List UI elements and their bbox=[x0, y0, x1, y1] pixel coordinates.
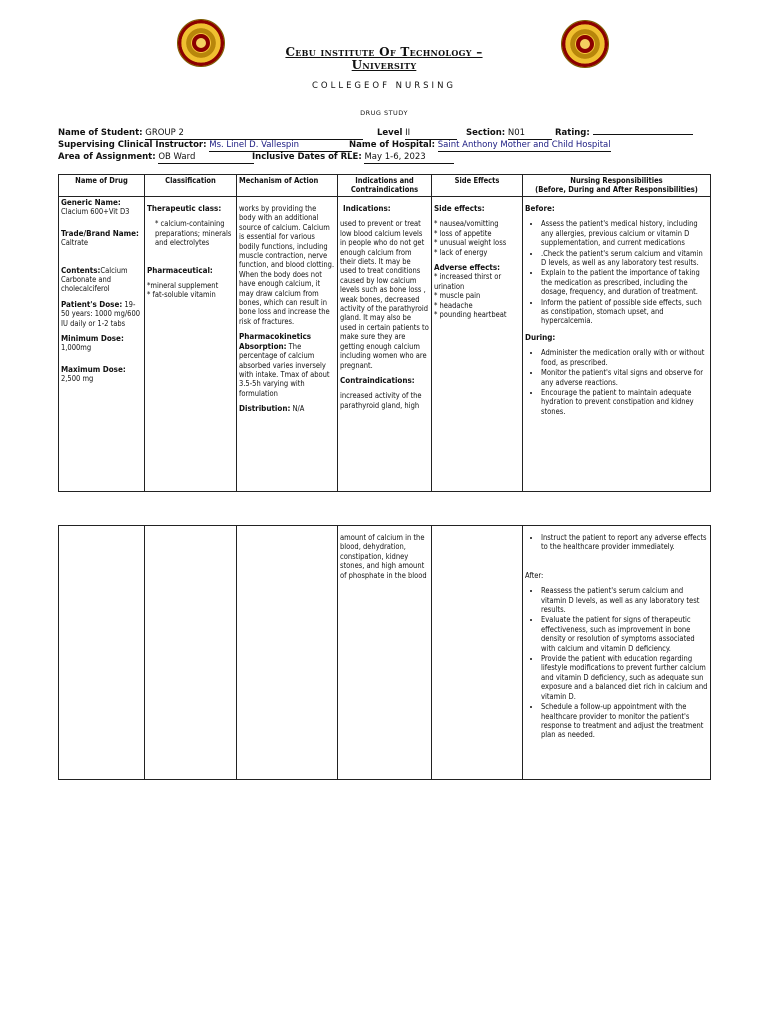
generic-value: Clacium 600+Vit D3 bbox=[61, 207, 130, 217]
brand-label: Trade/Brand Name: bbox=[61, 228, 139, 238]
university-title bbox=[200, 46, 568, 72]
dates-value: May 1-6, 2023 bbox=[364, 152, 454, 164]
pharmaceutical-item: * fat-soluble vitamin bbox=[147, 290, 216, 300]
contraindications-label: Contraindications: bbox=[340, 375, 415, 385]
area-label: Area of Assignment: bbox=[58, 152, 156, 162]
before-label: Before: bbox=[525, 204, 555, 213]
instructor-row bbox=[58, 140, 352, 152]
pharmaceutical-label: Pharmaceutical: bbox=[147, 265, 213, 275]
header-nursing-title: Nursing Responsibilities bbox=[570, 176, 663, 185]
dates-row bbox=[252, 152, 454, 164]
after-item: • Evaluate the patient for signs of therapeutic effectiveness, such as improvement in bone density or resolution of symptoms associated with calcium and vitamin D deficiency. bbox=[541, 615, 708, 653]
during-item: • Monitor the patient's vital signs and observe for any adverse reactions. bbox=[541, 368, 708, 387]
contents-label: Contents: bbox=[61, 265, 101, 275]
section-row bbox=[466, 128, 552, 140]
student-name-row bbox=[58, 128, 363, 140]
during-item: • Instruct the patient to report any adverse effects to the healthcare provider immediately. bbox=[541, 533, 708, 552]
during-item: • Encourage the patient to maintain adequate hydration to prevent constipation and kidney stones. bbox=[541, 388, 708, 416]
area-value: OB Ward bbox=[158, 152, 254, 164]
patient-dose-label: Patient's Dose: bbox=[61, 299, 123, 309]
indications-label: Indications: bbox=[343, 204, 391, 213]
rating-row bbox=[555, 128, 693, 139]
section-value: N01 bbox=[508, 128, 552, 140]
hospital-value: Saint Anthony Mother and Child Hospital bbox=[437, 140, 611, 150]
table-row bbox=[59, 526, 711, 780]
before-item: • Inform the patient of possible side effects, such as constipation, stomach upset, and hypercalcemia. bbox=[541, 298, 708, 326]
brand-value: Caltrate bbox=[61, 238, 89, 248]
max-dose-label: Maximum Dose: bbox=[61, 364, 126, 374]
side-effects-cell bbox=[432, 197, 523, 492]
therapeutic-label: Therapeutic class: bbox=[147, 204, 222, 213]
side-effects-cell-continued bbox=[432, 526, 523, 780]
hospital-label: Name of Hospital: bbox=[349, 140, 436, 150]
before-item: • Assess the patient's medical history, including any allergies, previous calcium or vitamin D supplementation, and current medications bbox=[541, 219, 708, 247]
college-seal-icon bbox=[561, 20, 609, 68]
min-dose-label: Minimum Dose: bbox=[61, 334, 124, 344]
indications-cell-continued bbox=[338, 526, 432, 780]
nursing-cell-continued bbox=[523, 526, 711, 780]
rating-value bbox=[593, 134, 693, 135]
student-name-value: GROUP 2 bbox=[145, 128, 363, 140]
section-label: Section: bbox=[466, 128, 506, 138]
university-name-line2: University bbox=[351, 58, 417, 72]
header-classification: Classification bbox=[145, 175, 237, 197]
side-effect-item: * nausea/vomitting bbox=[434, 219, 499, 229]
header-drug: Name of Drug bbox=[59, 175, 145, 197]
table-header-row bbox=[59, 175, 711, 197]
header-side-effects: Side Effects bbox=[432, 175, 523, 197]
drug-study-table-continued bbox=[58, 525, 711, 780]
pharmacokinetics-label: Pharmacokinetics bbox=[239, 332, 312, 342]
therapeutic-value: * calcium-containing preparations; minerals and electrolytes bbox=[155, 219, 232, 248]
contents-value: Calcium Carbonate and cholecalciferol bbox=[61, 265, 128, 294]
hospital-row bbox=[349, 140, 611, 152]
document-title: DRUG STUDY bbox=[360, 109, 408, 117]
table-row bbox=[59, 197, 711, 492]
adverse-effects-label: Adverse effects: bbox=[434, 263, 500, 273]
adverse-effect-item: * muscle pain bbox=[434, 291, 481, 301]
drug-cell-continued bbox=[59, 526, 145, 780]
patient-dose-value: 19-50 years: 1000 mg/600 IU daily or 1-2 tabs bbox=[61, 299, 141, 328]
distribution-value: N/A bbox=[292, 404, 305, 414]
header-nursing-subtitle: (Before, During and After Responsibilities) bbox=[535, 185, 698, 194]
max-dose-value: 2,500 mg bbox=[61, 374, 94, 384]
after-item: • Schedule a follow-up appointment with the healthcare provider to monitor the patient's response to treatment and adjust the treatment plan as needed. bbox=[541, 702, 708, 740]
nursing-cell bbox=[523, 197, 711, 492]
area-row bbox=[58, 152, 254, 164]
indications-text: used to prevent or treat low blood calcium levels in people who do not get enough calcium from their diets. It may be used to treat conditions caused by low calcium levels such as bone loss , weak bones, decreased activity of the parathyroid gland. It may also be used in certain patients to make sure they are getting enough calcium including women who are pregnant. bbox=[340, 219, 429, 370]
mechanism-text: works by providing the body with an additional source of calcium. Calcium is essential for various bodily functions, including muscle contraction, nerve function, and blood clotting. When the body does not have enough calcium, it may draw calcium from bones, which can result in bone loss and increase the risk of fractures. bbox=[239, 204, 335, 326]
level-row bbox=[377, 128, 457, 140]
after-item: • Provide the patient with education regarding lifestyle modifications to prevent further calcium and vitamin D deficiency, such as adequate sun exposure and a balanced diet rich in calcium and vitamin D. bbox=[541, 654, 708, 701]
dates-label: Inclusive Dates of RLE: bbox=[252, 152, 362, 162]
drug-study-table bbox=[58, 174, 711, 492]
side-effect-item: * unusual weight loss bbox=[434, 238, 507, 248]
absorption-value: The percentage of calcium absorbed varies inversely with intake. Tmax of about 3.5-5h varying with formulation bbox=[239, 341, 330, 398]
level-label: Level bbox=[377, 128, 403, 138]
student-name-label: Name of Student: bbox=[58, 128, 143, 138]
adverse-effect-item: * headache bbox=[434, 300, 473, 310]
side-effect-item: * lack of energy bbox=[434, 247, 488, 257]
mechanism-cell-continued bbox=[237, 526, 338, 780]
min-dose-value: 1,000mg bbox=[61, 343, 92, 353]
header-nursing bbox=[523, 175, 711, 197]
rating-label: Rating: bbox=[555, 128, 590, 138]
during-item: • Administer the medication orally with or without food, as prescribed. bbox=[541, 348, 708, 367]
adverse-effect-item: * increased thirst or urination bbox=[434, 272, 502, 291]
adverse-effect-item: * pounding heartbeat bbox=[434, 310, 507, 320]
university-name-line1: Cebu institute Of Technology – bbox=[285, 45, 483, 59]
header-mechanism: Mechanism of Action bbox=[237, 175, 338, 197]
after-item: • Reassess the patient's serum calcium and vitamin D levels, as well as any laboratory test results. bbox=[541, 586, 708, 614]
before-item: • .Check the patient's serum calcium and vitamin D levels, as well as any laboratory test results. bbox=[541, 249, 708, 268]
after-label: After: bbox=[525, 570, 544, 580]
side-effect-item: * loss of appetite bbox=[434, 228, 492, 238]
during-label: During: bbox=[525, 332, 556, 342]
pharmaceutical-item: *mineral supplement bbox=[147, 281, 219, 291]
mechanism-cell bbox=[237, 197, 338, 492]
classification-cell-continued bbox=[145, 526, 237, 780]
contraindications-text-continued: amount of calcium in the blood, dehydration, constipation, kidney stones, and high amount of phosphate in the blood bbox=[340, 533, 427, 580]
drug-cell bbox=[59, 197, 145, 492]
college-name: COLLEGEOF NURSING bbox=[311, 81, 457, 91]
indications-cell bbox=[338, 197, 432, 492]
instructor-label: Supervising Clinical Instructor: bbox=[58, 140, 207, 150]
before-item: • Explain to the patient the importance of taking the medication as prescribed, including the dosage, frequency, and duration of treatment. bbox=[541, 268, 708, 296]
header-indications: Indications and Contraindications bbox=[338, 175, 432, 197]
absorption-label: Absorption: bbox=[239, 341, 287, 351]
instructor-value: Ms. Linel D. Vallespin bbox=[209, 140, 352, 152]
classification-cell bbox=[145, 197, 237, 492]
contraindications-text: increased activity of the parathyroid gland, high bbox=[340, 391, 422, 410]
distribution-label: Distribution: bbox=[239, 404, 291, 414]
generic-label: Generic Name: bbox=[61, 198, 121, 207]
level-value: II bbox=[405, 128, 457, 140]
side-effects-label: Side effects: bbox=[434, 204, 485, 213]
